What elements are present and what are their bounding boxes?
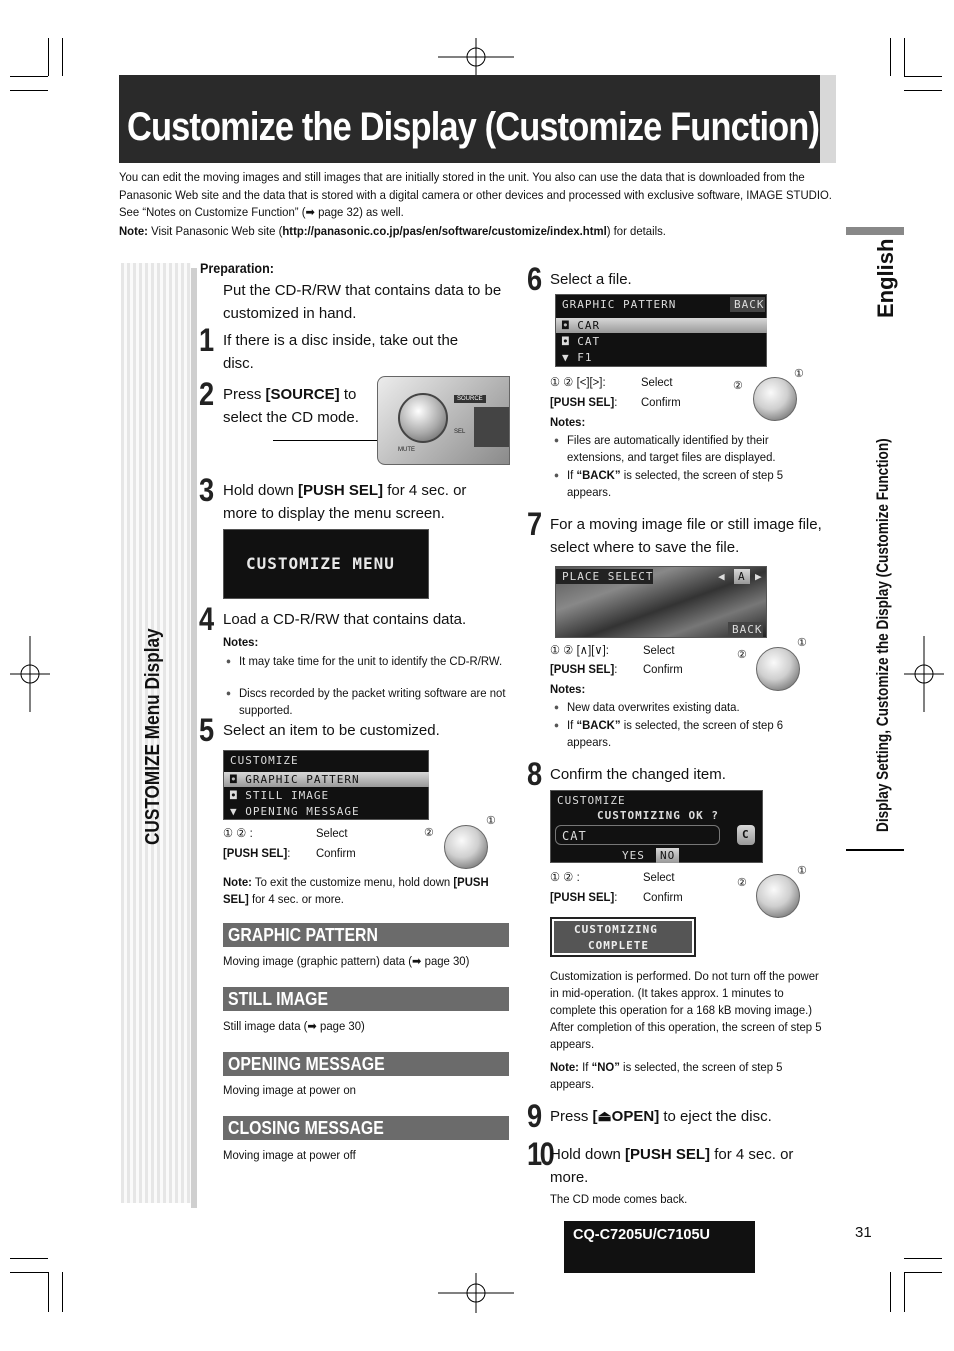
lcd-c-button: C (737, 825, 755, 845)
control-select: Select (316, 826, 348, 840)
lcd-header: PLACE SELECT (556, 569, 653, 584)
control-circles: ① ② : (550, 870, 580, 884)
crop-mark (904, 1272, 905, 1312)
knob-label: ① (797, 637, 807, 649)
lcd-item: CAT (555, 825, 720, 845)
notes-label: Notes: (223, 635, 259, 649)
lcd-item-selected: ◘ GRAPHIC PATTERN (224, 772, 429, 787)
step-10-sub: The CD mode comes back. (550, 1192, 688, 1206)
knob-label: ① (794, 368, 804, 380)
crop-mark (890, 1272, 891, 1312)
knob-label: ② (737, 649, 747, 661)
section-desc: Moving image (graphic pattern) data (➡ page 30) (223, 954, 470, 968)
dial-knob-icon (756, 874, 800, 918)
lcd-item: ◘ CAT (562, 335, 601, 348)
crop-mark (904, 1258, 942, 1259)
lcd-graphic-pattern (555, 294, 767, 367)
knob-label: ① (797, 865, 807, 877)
model-number: CQ-C7205U/C7105U (564, 1221, 755, 1273)
tab-divider (846, 849, 904, 851)
notes-label: Notes: (550, 415, 586, 429)
sidebar-shadow (191, 268, 197, 1208)
lcd-customize-list (223, 750, 429, 820)
intro-note: Note: Visit Panasonic Web site (http://panasonic.co.jp/pas/en/software/customize/index.html) for details. (119, 224, 666, 238)
sel-label: SEL (454, 429, 466, 435)
step-number: 8 (527, 756, 543, 792)
step-number: 1 (199, 322, 215, 358)
section-desc: Moving image at power on (223, 1083, 356, 1097)
lcd-back: BACK (728, 622, 763, 637)
note-item: ● New data overwrites existing data. (567, 699, 823, 716)
note-item: ● Files are automatically identified by their extensions, and target files are displayed. (567, 432, 823, 466)
lcd-customize-menu (223, 529, 429, 599)
note-item: ● If “BACK” is selected, the screen of step 6 appears. (567, 717, 823, 751)
lcd-item-selected: ◘ CAR (556, 318, 767, 333)
lcd-question: CUSTOMIZING OK ? (597, 809, 719, 822)
step-9-text: Press [⏏OPEN] to eject the disc. (550, 1108, 772, 1125)
lcd-right-arrow-icon: ▶ (755, 570, 763, 583)
section-heading: STILL IMAGE (223, 987, 509, 1011)
crop-mark (10, 1258, 48, 1259)
control-circles: ① ② : (223, 826, 253, 840)
registration-target-icon (10, 636, 50, 712)
control-confirm: Confirm (643, 890, 683, 904)
crop-mark (10, 1272, 48, 1273)
step-8-desc: Customization is performed. Do not turn off the power in mid-operation. (It takes approx. 1 minutes to complete this operation for a 168 kB moving image.) After completion of this operation, the screen of step 5 appears. (550, 969, 822, 1051)
step-number: 5 (199, 712, 215, 748)
notes-label: Notes: (550, 682, 586, 696)
lcd-header: GRAPHIC PATTERN (562, 298, 677, 311)
control-circles: ① ② [∧][∨]: (550, 643, 609, 657)
lcd-back: BACK (730, 297, 765, 312)
knob-label: ① (486, 815, 496, 827)
page-number: 31 (855, 1224, 872, 1241)
step-4-text: Load a CD-R/RW that contains data. (223, 611, 467, 628)
lcd-header: CUSTOMIZE (557, 794, 626, 807)
source-button: SOURCE (454, 395, 486, 403)
control-pushsel: [PUSH SEL]: (223, 846, 291, 860)
section-desc: Moving image at power off (223, 1148, 356, 1162)
lcd-item: ◘ STILL IMAGE (230, 789, 330, 802)
control-select: Select (643, 870, 675, 884)
knob-label: ② (737, 877, 747, 889)
sidebar-title: CUSTOMIZE Menu Display (142, 628, 164, 845)
step-6-text: Select a file. (550, 271, 632, 288)
step-2-text: Press [SOURCE] to select the CD mode. (223, 386, 359, 426)
car-stereo-illustration (377, 376, 510, 465)
step-number: 10 (527, 1136, 553, 1172)
crop-mark (890, 38, 891, 76)
web-link[interactable]: http://panasonic.co.jp/pas/en/software/customize/index.html (282, 224, 607, 238)
lcd-complete-line1: CUSTOMIZING (574, 923, 658, 936)
control-confirm: Confirm (641, 395, 681, 409)
control-pushsel: [PUSH SEL]: (550, 890, 618, 904)
step-number: 6 (527, 261, 543, 297)
page-title: Customize the Display (Customize Function) (127, 105, 820, 149)
registration-target-icon (438, 1273, 514, 1313)
step-7-text: For a moving image file or still image file, select where to save the file. (550, 516, 822, 556)
control-confirm: Confirm (643, 662, 683, 676)
dial-knob-icon (753, 377, 797, 421)
section-heading: OPENING MESSAGE (223, 1052, 509, 1076)
section-desc: Still image data (➡ page 30) (223, 1019, 365, 1033)
step-10-text: Hold down [PUSH SEL] for 4 sec. or more. (550, 1146, 794, 1186)
crop-mark (10, 76, 48, 77)
section-heading: GRAPHIC PATTERN (223, 923, 509, 947)
mute-label: MUTE (398, 447, 415, 453)
control-circles: ① ② [<][>]: (550, 375, 606, 389)
volume-knob-icon (398, 393, 448, 443)
crop-mark (48, 1272, 49, 1312)
lcd-left-arrow-icon: ◀ (718, 570, 726, 583)
crop-mark (904, 76, 942, 77)
device-panel (474, 407, 510, 447)
control-confirm: Confirm (316, 846, 356, 860)
crop-mark (904, 38, 905, 76)
step-1-text: If there is a disc inside, take out the disc. (223, 332, 459, 372)
lcd-text: CUSTOMIZE MENU (246, 554, 395, 573)
control-select: Select (641, 375, 673, 389)
control-pushsel: [PUSH SEL]: (550, 662, 618, 676)
crop-mark (62, 1272, 63, 1312)
step-8-text: Confirm the changed item. (550, 766, 726, 783)
title-bar-edge (820, 75, 836, 163)
step-8-note: Note: If “NO” is selected, the screen of step 5 appears. (550, 1060, 783, 1091)
step-number: 4 (199, 601, 215, 637)
lcd-no-selected: NO (656, 848, 679, 863)
crop-mark (10, 90, 48, 91)
step-number: 9 (527, 1098, 543, 1134)
control-pushsel: [PUSH SEL]: (550, 395, 618, 409)
crop-mark (48, 38, 49, 76)
section-heading: CLOSING MESSAGE (223, 1116, 509, 1140)
step-number: 7 (527, 506, 543, 542)
lcd-item: ▼ F1 (562, 351, 593, 364)
knob-label: ② (733, 380, 743, 392)
note-item: ● It may take time for the unit to identify the CD-R/RW. (239, 653, 509, 670)
preparation-text: Put the CD-R/RW that contains data to be customized in hand. (223, 282, 502, 322)
registration-target-icon (904, 636, 944, 712)
intro-paragraph: You can edit the moving images and still images that are initially stored in the unit. You also can use the data that is downloaded from the Panasonic Web site and the data that is stored with a digital camera or other devices and processed with exclusive software, IMAGE STUDIO. See “Notes on Customize Function” (➡ page 32) as well. (119, 170, 832, 219)
lcd-place-value: A (734, 569, 750, 584)
lcd-place-select (555, 566, 767, 638)
step-5-text: Select an item to be customized. (223, 722, 440, 739)
title-bar (119, 75, 836, 163)
lcd-confirm (550, 790, 763, 863)
step-3-text: Hold down [PUSH SEL] for 4 sec. or more to display the menu screen. (223, 482, 467, 522)
lcd-item: ▼ OPENING MESSAGE (230, 805, 360, 818)
step-number: 3 (199, 472, 215, 508)
step-number: 2 (199, 376, 215, 412)
language-tab-bar (846, 227, 904, 235)
dial-knob-icon (444, 825, 488, 869)
note-item: ● Discs recorded by the packet writing software are not supported. (239, 685, 509, 719)
dial-knob-icon (756, 647, 800, 691)
crop-mark (904, 1272, 942, 1273)
preparation-label: Preparation: (200, 261, 274, 276)
note-item: ● If “BACK” is selected, the screen of step 5 appears. (567, 467, 823, 501)
crop-mark (904, 90, 942, 91)
lcd-yes: YES (622, 849, 645, 862)
lcd-complete-line2: COMPLETE (588, 939, 649, 952)
control-select: Select (643, 643, 675, 657)
registration-target-icon (438, 38, 514, 78)
section-tab-label: Display Setting, Customize the Display (Customize Function) (873, 438, 892, 832)
lcd-header: CUSTOMIZE (230, 754, 299, 767)
crop-mark (62, 38, 63, 76)
knob-label: ② (424, 827, 434, 839)
lcd-complete (550, 917, 696, 957)
language-label: English (873, 238, 898, 318)
step-5-note: Note: To exit the customize menu, hold down [PUSH SEL] for 4 sec. or more. (223, 875, 489, 906)
